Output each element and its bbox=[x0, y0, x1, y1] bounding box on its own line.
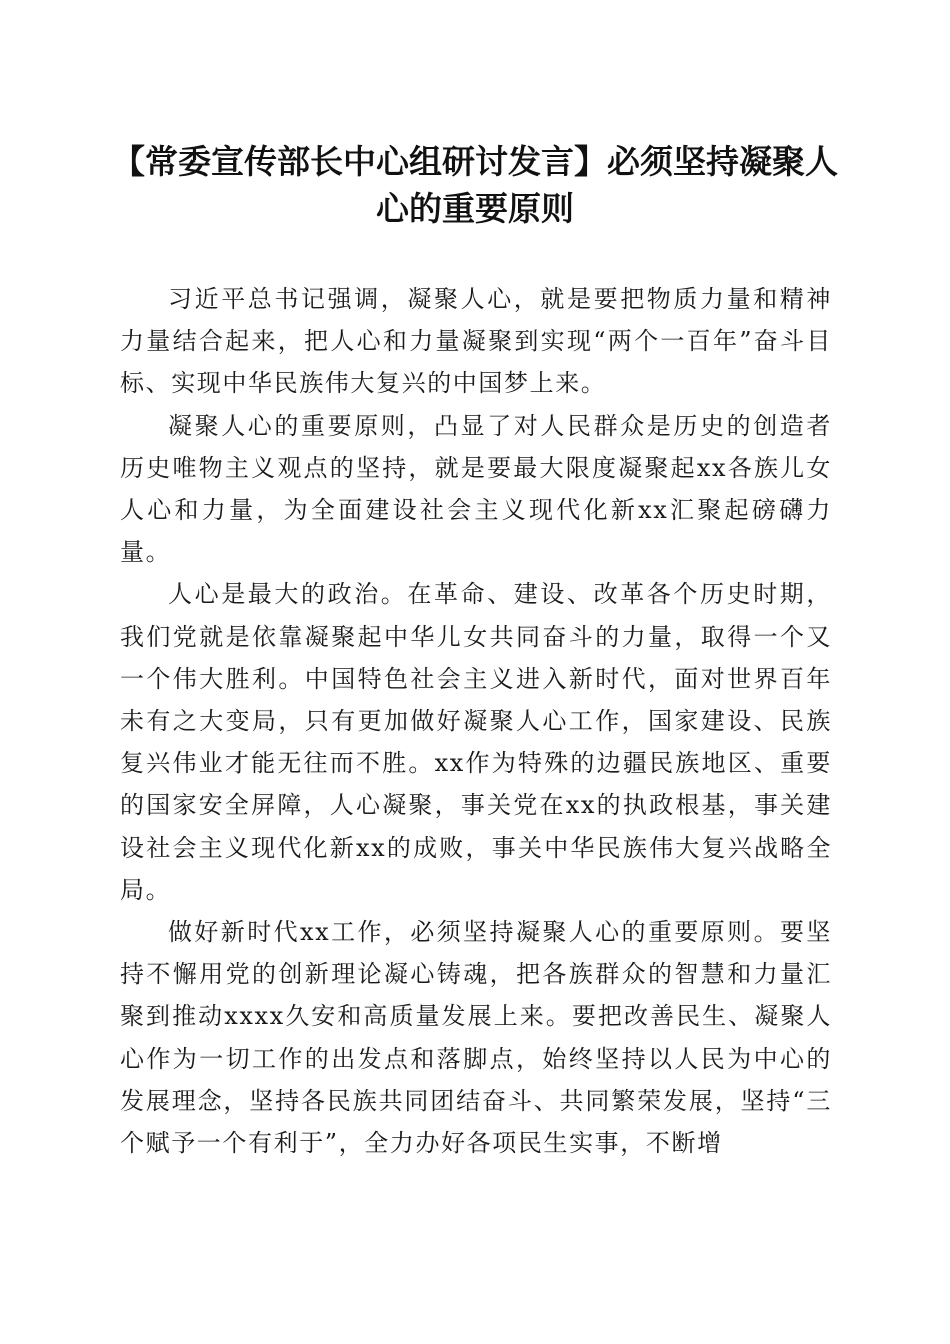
paragraph-2: 凝聚人心的重要原则，凸显了对人民群众是历史的创造者历史唯物主义观点的坚持，就是要最大限度凝聚起xx各族儿女人心和力量，为全面建设社会主义现代化新xx汇聚起磅礴力量。 bbox=[120, 411, 832, 567]
document-body bbox=[120, 278, 832, 1164]
paragraph-3: 人心是最大的政治。在革命、建设、改革各个历史时期，我们党就是依靠凝聚起中华儿女共同奋斗的力量，取得一个又一个伟大胜利。中国特色社会主义进入新时代，面对世界百年未有之大变局，只有更加做好凝聚人心工作，国家建设、民族复兴伟业才能无往而不胜。xx作为特殊的边疆民族地区、重要的国家安全屏障，人心凝聚，事关党在xx的执政根基，事关建设社会主义现代化新xx的成败，事关中华民族伟大复兴战略全局。 bbox=[120, 580, 832, 904]
document-title: 【常委宣传部长中心组研讨发言】必须坚持凝聚人心的重要原则 bbox=[112, 142, 838, 228]
paragraph-4: 做好新时代xx工作，必须坚持凝聚人心的重要原则。要坚持不懈用党的创新理论凝心铸魂，把各族群众的智慧和力量汇聚到推动xxxx久安和高质量发展上来。要把改善民生、凝聚人心作为一切工作的出发点和落脚点，始终坚持以人民为中心的发展理念，坚持各民族共同团结奋斗、共同繁荣发展，坚持“三个赋予一个有利于”，全力办好各项民生实事，不断增 bbox=[120, 918, 832, 1158]
paragraph-1: 习近平总书记强调，凝聚人心，就是要把物质力量和精神力量结合起来，把人心和力量凝聚到实现“两个一百年”奋斗目标、实现中华民族伟大复兴的中国梦上来。 bbox=[120, 285, 832, 398]
